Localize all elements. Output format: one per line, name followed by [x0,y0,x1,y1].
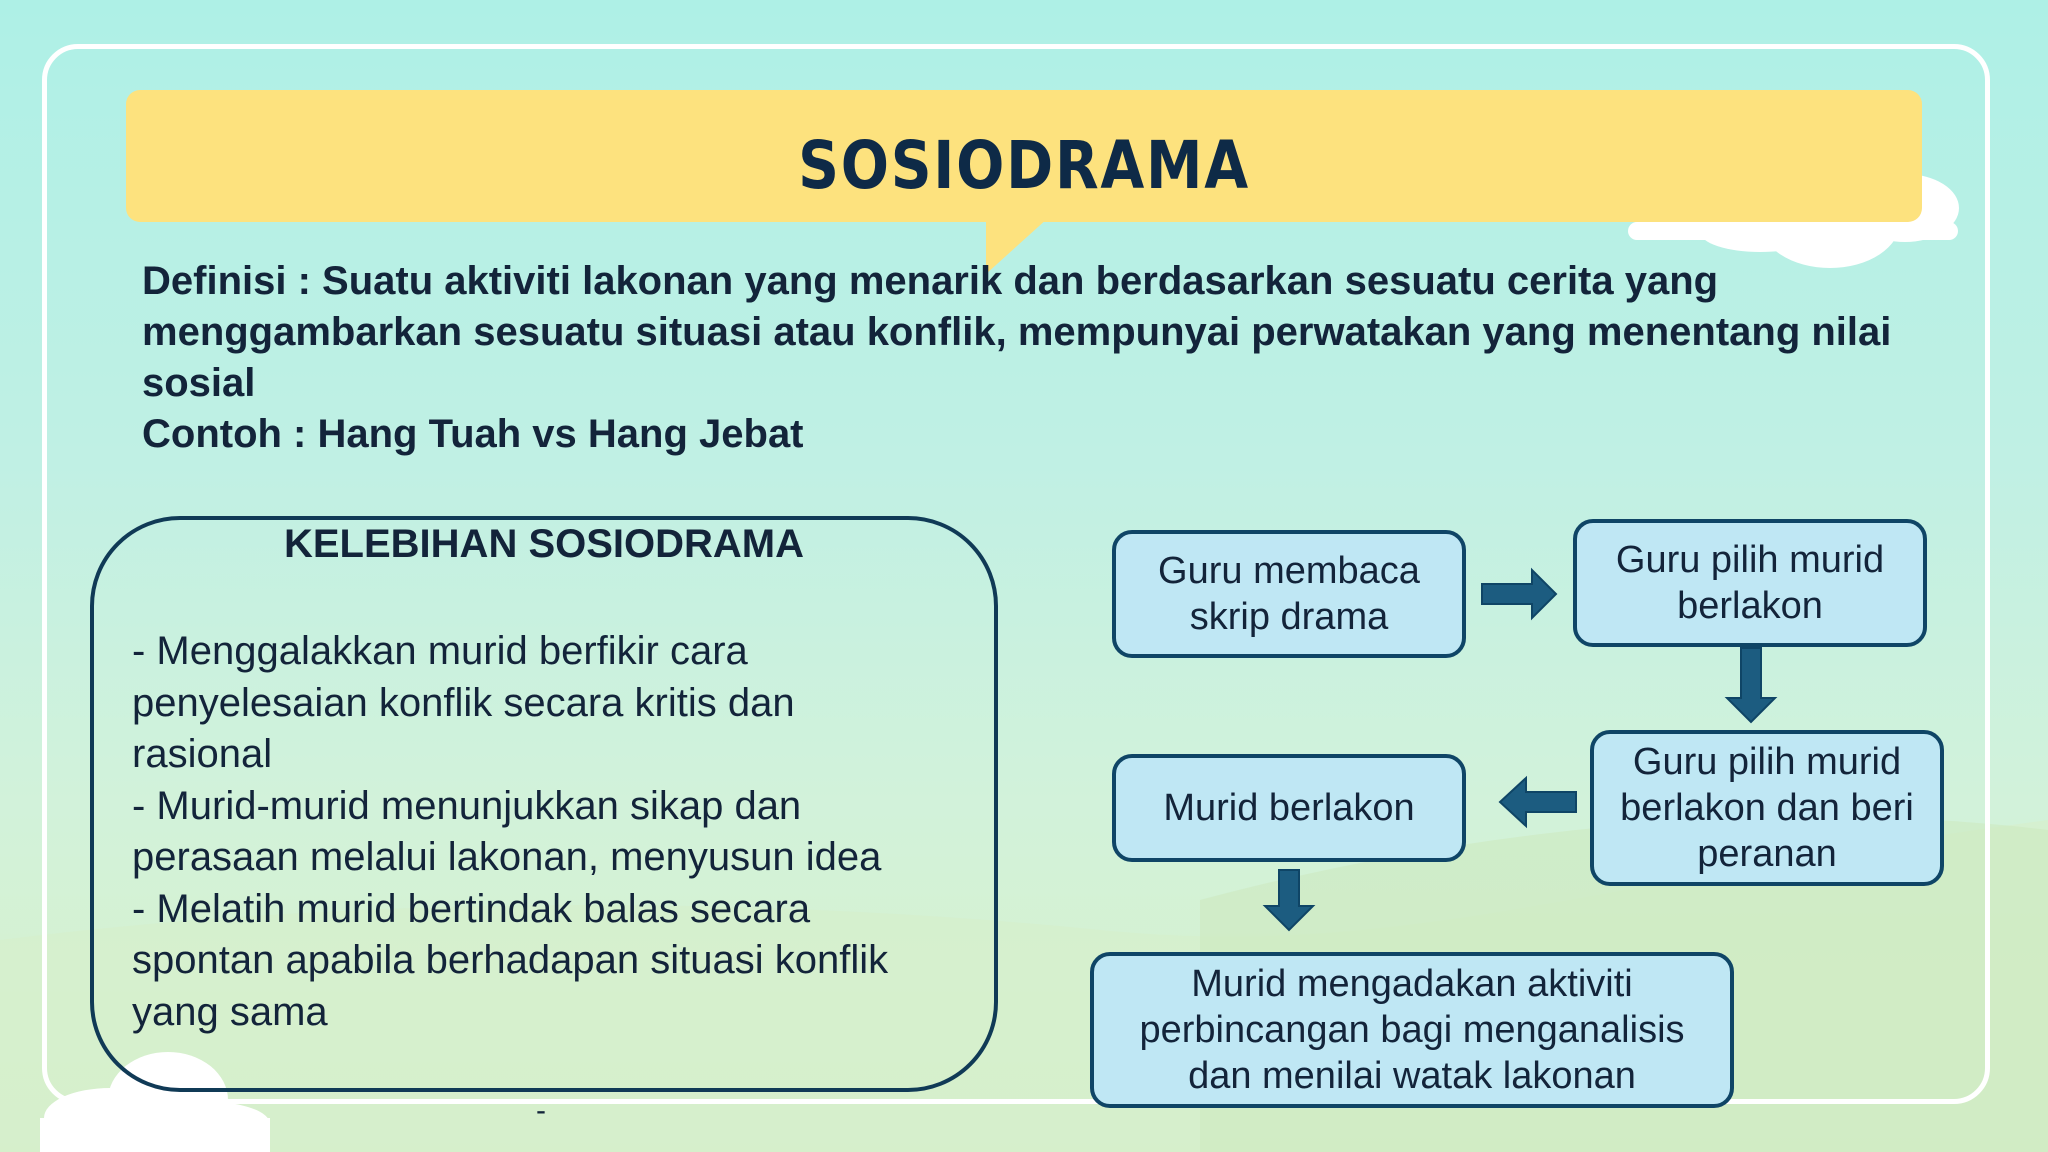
advantage-line: - Menggalakkan murid berfikir cara [132,629,748,673]
flow-step-text: Guru pilih murid [1615,539,1885,581]
flow-step-text: berlakon dan beri [1620,787,1914,829]
flow-step-students-act [1112,754,1466,862]
flow-step-text: peranan [1697,833,1837,875]
advantage-line: - Murid-murid menunjukkan sikap dan [132,783,802,828]
flow-step-assign-roles [1590,730,1944,886]
advantages-heading: KELEBIHAN SOSIODRAMA [283,522,805,566]
advantage-line: - Melatih murid bertindak balas secara [132,886,811,931]
flow-step-text: Guru pilih murid [1632,741,1902,783]
advantage-line: yang sama [132,989,328,1034]
flow-step-text: berlakon [1677,585,1823,627]
advantage-line: rasional [132,732,273,776]
definition-line: sosial [142,361,256,405]
definition-line: Definisi : Suatu aktiviti lakonan yang menarik dan berdasarkan sesuatu cerita yang [142,259,1719,303]
advantage-line: penyelesaian konflik secara kritis dan [132,680,795,725]
example-line: Contoh : Hang Tuah vs Hang Jebat [142,412,804,456]
flow-step-text: dan menilai watak lakonan [1188,1055,1636,1097]
flow-step-text: Murid berlakon [1163,787,1415,829]
flow-step-text: perbincangan bagi menganalisis [1139,1009,1685,1051]
flow-step-discussion [1090,952,1734,1108]
advantages-list [132,626,992,1038]
flow-step-text: Guru membaca [1158,550,1420,592]
flow-step-read-script [1112,530,1466,658]
flow-step-text: skrip drama [1189,596,1389,638]
flow-step-text: Murid mengadakan aktiviti [1191,963,1633,1005]
flow-step-choose-actors [1573,519,1927,647]
footer-mark: - [536,1094,546,1127]
definition-text [142,256,2022,460]
definition-line: menggambarkan sesuatu situasi atau konflik, mempunyai perwatakan yang menentang nilai [142,310,1892,354]
advantage-line: perasaan melalui lakonan, menyusun idea [132,835,882,879]
advantage-line: spontan apabila berhadapan situasi konflik [132,938,889,982]
slide-title: SOSIODRAMA [798,126,1250,204]
